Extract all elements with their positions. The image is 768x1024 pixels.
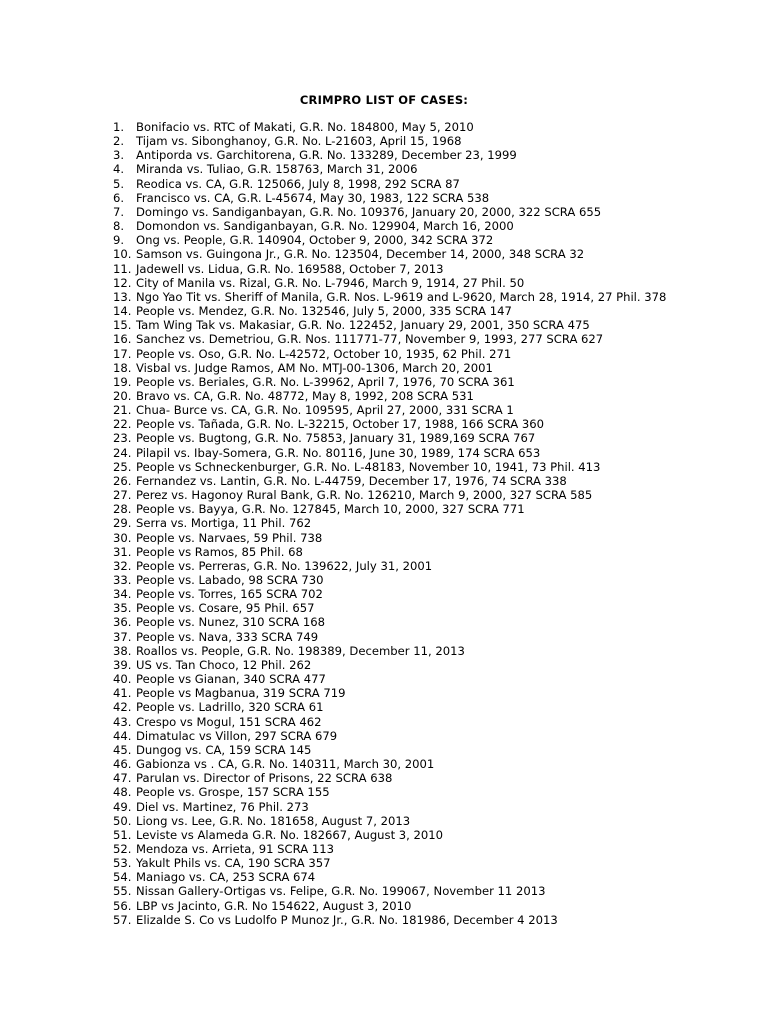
case-number: 32. [113,558,132,573]
list-item [113,729,753,743]
case-citation: People vs Schneckenburger, G.R. No. L-48183, November 10, 1941, 73 Phil. 413 [136,459,601,474]
case-number: 27. [113,488,132,503]
case-citation: People vs. Grospe, 157 SCRA 155 [136,785,330,800]
list-item [113,446,753,460]
list-item [113,743,753,757]
case-citation: Samson vs. Guingona Jr., G.R. No. 123504, December 14, 2000, 348 SCRA 32 [136,247,585,262]
case-citation: Sanchez vs. Demetriou, G.R. Nos. 111771-77, November 9, 1993, 277 SCRA 627 [136,332,604,347]
case-number: 15. [113,318,132,333]
case-number: 57. [113,912,132,927]
case-citation: People vs. Cosare, 95 Phil. 657 [136,601,315,616]
list-item [113,375,753,389]
case-number: 3. [113,148,125,163]
case-citation: Reodica vs. CA, G.R. 125066, July 8, 1998, 292 SCRA 87 [136,176,460,191]
case-number: 17. [113,346,132,361]
list-item [113,644,753,658]
list-item [113,672,753,686]
case-number: 49. [113,799,132,814]
case-number: 34. [113,587,132,602]
case-number: 33. [113,573,132,587]
case-number: 9. [113,233,125,248]
case-number: 45. [113,742,132,757]
case-number: 54. [113,870,132,885]
case-number: 16. [113,332,132,347]
list-item [113,120,753,134]
list-item [113,233,753,247]
list-item [113,290,753,304]
case-citation: Fernandez vs. Lantin, G.R. No. L-44759, December 17, 1976, 74 SCRA 338 [136,473,567,488]
list-item [113,262,753,276]
case-number: 51. [113,827,132,842]
list-item [113,913,753,927]
list-item [113,389,753,403]
case-citation: People vs. Bayya, G.R. No. 127845, March 10, 2000, 327 SCRA 771 [136,502,525,517]
list-item [113,531,753,545]
list-item [113,828,753,842]
case-citation: LBP vs Jacinto, G.R. No 154622, August 3, 2010 [136,898,412,913]
case-number: 35. [113,601,132,616]
case-number: 25. [113,459,132,474]
case-citation: People vs. Bugtong, G.R. No. 75853, January 31, 1989,169 SCRA 767 [136,431,536,446]
case-citation: Chua- Burce vs. CA, G.R. No. 109595, April 27, 2000, 331 SCRA 1 [136,403,514,418]
case-citation: Bravo vs. CA, G.R. No. 48772, May 8, 1992, 208 SCRA 531 [136,388,474,403]
list-item [113,488,753,502]
list-item [113,347,753,361]
list-item [113,899,753,913]
case-citation: Pilapil vs. Ibay-Somera, G.R. No. 80116, June 30, 1989, 174 SCRA 653 [136,445,541,460]
case-number: 37. [113,629,132,644]
list-item [113,856,753,870]
list-item [113,587,753,601]
case-number: 46. [113,757,132,772]
list-item [113,615,753,629]
case-citation: People vs. Labado, 98 SCRA 730 [136,573,324,587]
case-citation: Visbal vs. Judge Ramos, AM No. MTJ-00-1306, March 20, 2001 [136,360,493,375]
list-item [113,361,753,375]
case-citation: People vs. Narvaes, 59 Phil. 738 [136,530,323,545]
list-item [113,800,753,814]
case-number: 21. [113,403,132,418]
case-number: 10. [113,247,132,262]
case-citation: Nissan Gallery-Ortigas vs. Felipe, G.R. No. 199067, November 11 2013 [136,884,546,899]
case-number: 26. [113,473,132,488]
list-item [113,332,753,346]
list-item [113,403,753,417]
case-citation: Perez vs. Hagonoy Rural Bank, G.R. No. 126210, March 9, 2000, 327 SCRA 585 [136,488,593,503]
list-item [113,162,753,176]
list-item [113,516,753,530]
case-citation: Tam Wing Tak vs. Makasiar, G.R. No. 122452, January 29, 2001, 350 SCRA 475 [136,318,590,333]
case-citation: Jadewell vs. Lidua, G.R. No. 169588, October 7, 2013 [136,261,444,276]
case-citation: Elizalde S. Co vs Ludolfo P Munoz Jr., G.R. No. 181986, December 4 2013 [136,912,558,927]
list-item [113,559,753,573]
list-item [113,177,753,191]
list-item [113,884,753,898]
case-number: 31. [113,544,132,559]
list-item [113,842,753,856]
list-item [113,431,753,445]
document-title: CRIMPRO LIST OF CASES: [299,93,469,107]
case-citation: People vs. Torres, 165 SCRA 702 [136,587,323,602]
list-item [113,573,753,587]
list-item [113,545,753,559]
case-citation: Diel vs. Martinez, 76 Phil. 273 [136,799,309,814]
case-number: 41. [113,686,132,701]
case-number: 14. [113,304,132,319]
case-number: 2. [113,134,125,149]
list-item [113,700,753,714]
case-number: 28. [113,502,132,517]
case-citation: Serra vs. Mortiga, 11 Phil. 762 [136,516,312,531]
case-citation: People vs. Ladrillo, 320 SCRA 61 [136,700,324,715]
case-number: 11. [113,261,132,276]
case-citation: Leviste vs Alameda G.R. No. 182667, August 3, 2010 [136,827,444,842]
case-citation: Antiporda vs. Garchitorena, G.R. No. 133289, December 23, 1999 [136,148,517,163]
case-number: 13. [113,289,132,304]
case-citation: People vs. Beriales, G.R. No. L-39962, April 7, 1976, 70 SCRA 361 [136,374,515,389]
list-item [113,318,753,332]
case-number: 39. [113,657,132,672]
case-number: 44. [113,728,132,743]
case-number: 19. [113,374,132,389]
case-list [113,120,753,927]
case-citation: City of Manila vs. Rizal, G.R. No. L-7946, March 9, 1914, 27 Phil. 50 [136,275,525,290]
list-item [113,460,753,474]
list-item [113,757,753,771]
list-item [113,785,753,799]
case-number: 36. [113,615,132,630]
case-citation: Crespo vs Mogul, 151 SCRA 462 [136,714,322,729]
case-number: 56. [113,898,132,913]
case-citation: US vs. Tan Choco, 12 Phil. 262 [136,657,312,672]
case-citation: Bonifacio vs. RTC of Makati, G.R. No. 184800, May 5, 2010 [136,120,474,134]
case-number: 47. [113,771,132,786]
case-number: 48. [113,785,132,800]
list-item [113,191,753,205]
case-citation: People vs. Oso, G.R. No. L-42572, October 10, 1935, 62 Phil. 271 [136,346,512,361]
list-item [113,205,753,219]
case-citation: Parulan vs. Director of Prisons, 22 SCRA 638 [136,771,393,786]
case-citation: Gabionza vs . CA, G.R. No. 140311, March 30, 2001 [136,757,435,772]
case-number: 43. [113,714,132,729]
case-citation: Miranda vs. Tuliao, G.R. 158763, March 31, 2006 [136,162,418,177]
case-citation: People vs Gianan, 340 SCRA 477 [136,672,326,687]
case-number: 8. [113,219,125,234]
case-citation: Francisco vs. CA, G.R. L-45674, May 30, 1983, 122 SCRA 538 [136,190,490,205]
case-number: 29. [113,516,132,531]
case-number: 6. [113,190,125,205]
case-number: 24. [113,445,132,460]
case-citation: People vs. Perreras, G.R. No. 139622, July 31, 2001 [136,558,433,573]
case-citation: People vs. Mendez, G.R. No. 132546, July 5, 2000, 335 SCRA 147 [136,304,512,319]
case-number: 23. [113,431,132,446]
case-number: 18. [113,360,132,375]
case-citation: Ngo Yao Tit vs. Sheriff of Manila, G.R. Nos. L-9619 and L-9620, March 28, 1914, 27 Phil. 378 [136,289,667,304]
case-citation: Liong vs. Lee, G.R. No. 181658, August 7, 2013 [136,813,411,828]
case-citation: Dungog vs. CA, 159 SCRA 145 [136,742,312,757]
case-citation: Mendoza vs. Arrieta, 91 SCRA 113 [136,841,334,856]
list-item [113,247,753,261]
case-citation: Dimatulac vs Villon, 297 SCRA 679 [136,728,338,743]
case-number: 55. [113,884,132,899]
case-citation: Domondon vs. Sandiganbayan, G.R. No. 129904, March 16, 2000 [136,219,514,234]
case-citation: Tijam vs. Sibonghanoy, G.R. No. L-21603, April 15, 1968 [136,134,462,149]
case-citation: Ong vs. People, G.R. 140904, October 9, 2000, 342 SCRA 372 [136,233,494,248]
case-number: 4. [113,162,125,177]
case-citation: People vs. Tañada, G.R. No. L-32215, October 17, 1988, 166 SCRA 360 [136,417,545,432]
case-number: 52. [113,841,132,856]
case-number: 38. [113,643,132,658]
list-item [113,474,753,488]
case-citation: People vs Ramos, 85 Phil. 68 [136,544,303,559]
case-number: 12. [113,275,132,290]
list-item [113,276,753,290]
list-item [113,686,753,700]
case-number: 20. [113,388,132,403]
list-item [113,601,753,615]
list-item [113,134,753,148]
case-citation: Maniago vs. CA, 253 SCRA 674 [136,870,316,885]
list-item [113,870,753,884]
case-citation: People vs. Nunez, 310 SCRA 168 [136,615,326,630]
case-number: 1. [113,120,125,134]
case-number: 50. [113,813,132,828]
case-citation: Roallos vs. People, G.R. No. 198389, December 11, 2013 [136,643,465,658]
case-citation: Yakult Phils vs. CA, 190 SCRA 357 [136,856,331,871]
list-item [113,658,753,672]
case-number: 7. [113,204,125,219]
list-item [113,502,753,516]
list-item [113,814,753,828]
list-item [113,148,753,162]
case-number: 53. [113,856,132,871]
case-citation: People vs Magbanua, 319 SCRA 719 [136,686,346,701]
list-item [113,715,753,729]
case-number: 5. [113,176,125,191]
case-number: 30. [113,530,132,545]
case-number: 40. [113,672,132,687]
case-citation: People vs. Nava, 333 SCRA 749 [136,629,319,644]
list-item [113,630,753,644]
list-item [113,417,753,431]
case-citation: Domingo vs. Sandiganbayan, G.R. No. 109376, January 20, 2000, 322 SCRA 655 [136,204,602,219]
list-item [113,304,753,318]
case-number: 42. [113,700,132,715]
list-item [113,219,753,233]
list-item [113,771,753,785]
case-number: 22. [113,417,132,432]
